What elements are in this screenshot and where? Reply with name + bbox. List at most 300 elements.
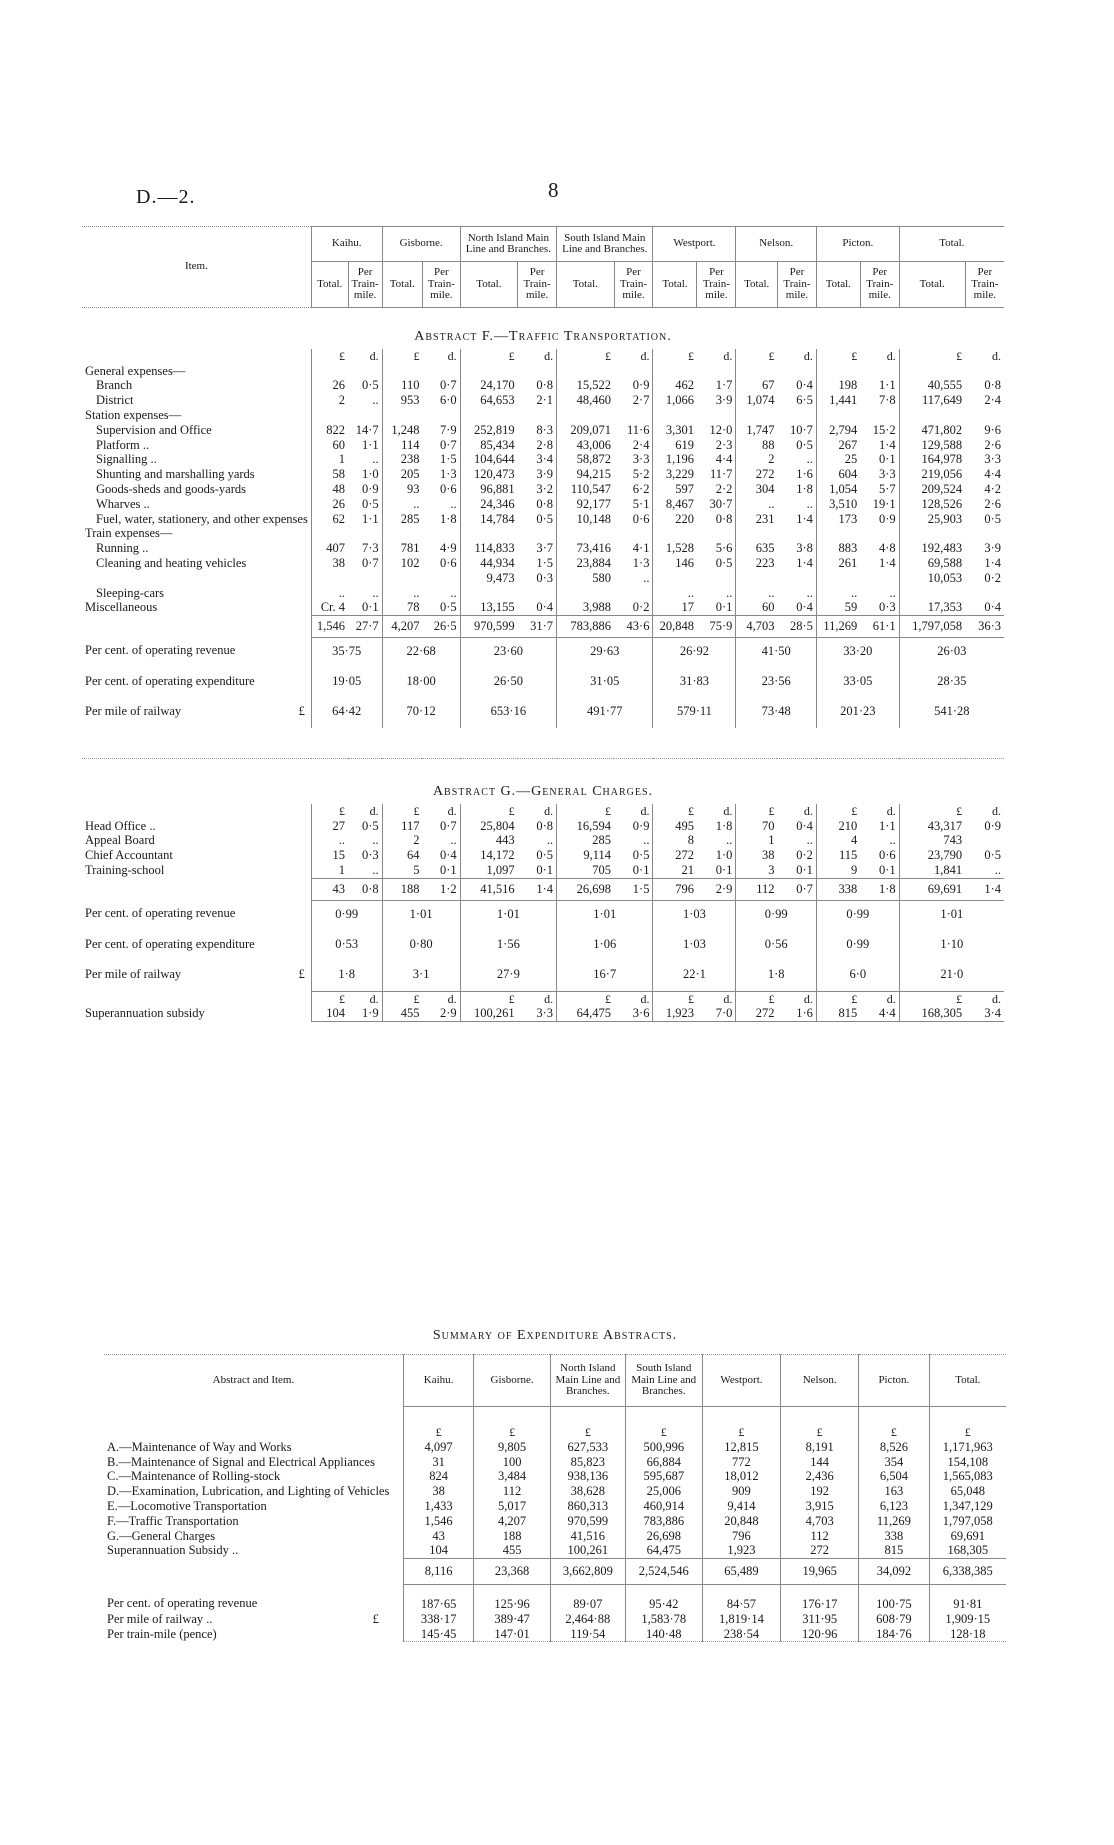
cell-value: ..: [382, 497, 422, 512]
cell-value: 104,644: [460, 452, 517, 467]
abstract-f-row-label: General expenses—: [85, 363, 186, 378]
summary-total-value: 2,524,546: [625, 1559, 702, 1585]
abstract-f-total: [82, 616, 1004, 638]
cell-value: 0·2: [984, 570, 1001, 585]
cell-value: 1·8: [440, 511, 457, 526]
unit-label: d.: [447, 803, 457, 818]
cell-value: 7·8: [879, 393, 896, 408]
summary-row: [104, 1543, 1006, 1558]
total-value: 188: [382, 878, 422, 900]
ratio-value: 70·12: [382, 698, 460, 728]
cell-value: [460, 586, 517, 601]
cell-value: 129,588: [899, 438, 965, 453]
summary-value: 12,815: [702, 1440, 780, 1455]
summary-value: 144: [781, 1455, 859, 1470]
total-value: 1·5: [614, 878, 653, 900]
abstract-f-row: [82, 423, 1004, 438]
cell-value: ..: [450, 585, 457, 600]
superannuation-value: 64,475: [557, 1006, 614, 1021]
unit-label: d.: [886, 803, 896, 818]
cell-value: 3,229: [653, 467, 697, 482]
ratio-label-text: Per cent. of operating expenditure: [85, 673, 255, 688]
cell-value: 3: [736, 863, 778, 878]
cell-value: 3,988: [557, 600, 614, 615]
summary-total-value: 23,368: [474, 1559, 551, 1585]
cell-value: 24,170: [460, 378, 517, 393]
ratio-label-text: Per cent. of operating expenditure: [85, 936, 255, 951]
summary-value: 104: [403, 1543, 473, 1558]
summary-col-header: Total.: [929, 1355, 1006, 1407]
unit-label: d.: [992, 803, 1001, 818]
cell-value: 6·5: [796, 393, 813, 408]
abstract-g-row-label: Head Office ..: [85, 818, 156, 833]
superannuation-label: Superannuation subsidy: [85, 1006, 205, 1021]
cell-value: 92,177: [557, 497, 614, 512]
cell-value: 3·3: [984, 452, 1001, 467]
summary-ratio-value: 95·42: [625, 1584, 702, 1611]
cell-value: [965, 586, 1004, 601]
unit-label: d.: [614, 991, 653, 1006]
unit-label: £: [550, 1407, 625, 1440]
cell-value: ..: [372, 585, 379, 600]
cell-value: ..: [643, 570, 650, 585]
superannuation-value: 3·6: [614, 1006, 653, 1021]
cell-value: 198: [816, 378, 860, 393]
cell-value: 0·1: [440, 862, 457, 877]
unit-label: d.: [369, 348, 379, 363]
cell-value: 1: [311, 863, 348, 878]
ratio-value: 21·0: [899, 961, 1004, 992]
cell-value: 285: [557, 833, 614, 848]
abstract-g-row: [82, 863, 1004, 878]
total-value: 0·7: [777, 878, 816, 900]
cell-value: 88: [736, 438, 778, 453]
cell-value: 0·4: [796, 600, 813, 615]
total-value: 4,703: [736, 616, 778, 638]
summary-ratio-value: 89·07: [550, 1584, 625, 1611]
col-total-header: Total.: [460, 262, 517, 308]
cell-value: 0·9: [632, 378, 650, 393]
abstract-g-row-label: Appeal Board: [85, 833, 155, 848]
summary-ratio-value: 140·48: [625, 1627, 702, 1642]
summary-row: [104, 1514, 1006, 1529]
summary-value: 595,687: [625, 1469, 702, 1484]
ratio-value: 31·83: [653, 668, 736, 698]
cell-value: [460, 526, 517, 541]
cell-value: 64: [382, 848, 422, 863]
unit-label: d.: [369, 803, 379, 818]
summary-value: 154,108: [929, 1455, 1006, 1470]
superannuation-value: 2·9: [422, 1006, 460, 1021]
ratio-value: 73·48: [736, 698, 817, 728]
cell-value: 93: [382, 482, 422, 497]
cell-value: 267: [816, 438, 860, 453]
summary-value: 38,628: [550, 1484, 625, 1499]
cell-value: 58,872: [557, 452, 614, 467]
cell-value: ..: [653, 586, 697, 601]
cell-value: 110,547: [557, 482, 614, 497]
cell-value: 3·8: [796, 541, 813, 556]
ratio-value: 579·11: [653, 698, 736, 728]
col-per-train-mile-header: Per Train-mile.: [518, 262, 557, 308]
cell-value: [557, 364, 614, 379]
cell-value: [816, 408, 860, 423]
cell-value: 5·7: [879, 481, 896, 496]
ratio-value: 0·99: [816, 931, 899, 961]
col-per-train-mile-header: Per Train-mile.: [697, 262, 736, 308]
cell-value: [816, 526, 860, 541]
cell-value: [348, 408, 382, 423]
cell-value: 3·7: [536, 541, 554, 556]
unit-label: d.: [723, 803, 733, 818]
unit-label: £: [625, 1407, 702, 1440]
unit-label: £: [736, 349, 778, 364]
cell-value: 0·8: [536, 496, 554, 511]
summary-value: 815: [859, 1543, 929, 1558]
ratio-value: 541·28: [899, 698, 1004, 728]
cell-value: 3,510: [816, 497, 860, 512]
superannuation-value: 455: [382, 1006, 422, 1021]
cell-value: [518, 526, 557, 541]
ratio-value: 201·23: [816, 698, 899, 728]
cell-value: 146: [653, 556, 697, 571]
cell-value: 2: [311, 393, 348, 408]
cell-value: 24,346: [460, 497, 517, 512]
summary-value: 1,923: [702, 1543, 780, 1558]
cell-value: 462: [653, 378, 697, 393]
cell-value: 0·2: [632, 600, 650, 615]
unit-label: £: [557, 991, 614, 1006]
cell-value: [697, 571, 736, 586]
unit-label: £: [899, 991, 965, 1006]
cell-value: 1·4: [879, 437, 896, 452]
unit-label: d.: [886, 348, 896, 363]
cell-value: 0·6: [440, 481, 457, 496]
cell-value: ..: [726, 833, 733, 848]
cell-value: 0·6: [440, 555, 457, 570]
ratio-value: 0·99: [816, 900, 899, 931]
cell-value: 164,978: [899, 452, 965, 467]
summary-value: 455: [474, 1543, 551, 1558]
cell-value: 0·1: [879, 862, 896, 877]
cell-value: 272: [736, 467, 778, 482]
cell-value: 1·5: [440, 452, 457, 467]
cell-value: 1·5: [536, 555, 554, 570]
summary-value: 6,504: [859, 1469, 929, 1484]
unit-label: £: [382, 991, 422, 1006]
total-value: 36·3: [965, 616, 1004, 638]
cell-value: [311, 571, 348, 586]
superannuation-value: 1·6: [777, 1006, 816, 1021]
cell-value: [777, 526, 816, 541]
abstract-f-row: [82, 452, 1004, 467]
unit-label: £: [653, 804, 697, 819]
cell-value: 70: [736, 819, 778, 834]
cell-value: 9,114: [557, 848, 614, 863]
cell-value: 120,473: [460, 467, 517, 482]
summary-value: 43: [403, 1529, 473, 1544]
cell-value: [518, 586, 557, 601]
cell-value: 85,434: [460, 438, 517, 453]
cell-value: [348, 364, 382, 379]
cell-value: ..: [450, 496, 457, 511]
ratio-value: 1·01: [899, 900, 1004, 931]
summary-row-label: B.—Maintenance of Signal and Electrical Appliances: [107, 1454, 375, 1469]
abstract-f-row-label: Goods-sheds and goods-yards: [96, 481, 246, 496]
summary-ratio-value: 119·54: [550, 1627, 625, 1642]
spacer-cell: [82, 728, 1004, 759]
ratio-value: 31·05: [557, 668, 653, 698]
cell-value: 1·0: [361, 467, 379, 482]
summary-ratio-value: 125·96: [474, 1584, 551, 1611]
cell-value: 4·9: [440, 541, 457, 556]
cell-value: 12·0: [709, 422, 733, 437]
summary-value: 8,191: [781, 1440, 859, 1455]
cell-value: [965, 364, 1004, 379]
cell-value: 38: [736, 848, 778, 863]
total-value: 970,599: [460, 616, 517, 638]
cell-value: [899, 526, 965, 541]
abstract-f-ratio-label: [82, 698, 311, 728]
cell-value: 619: [653, 438, 697, 453]
summary-ratio-value: 187·65: [403, 1584, 473, 1611]
summary-ratio-value: 389·47: [474, 1612, 551, 1627]
summary-row-label: C.—Maintenance of Rolling-stock: [107, 1469, 281, 1484]
unit-label: £: [816, 349, 860, 364]
ratio-label-text: Per cent. of operating revenue: [85, 906, 236, 921]
cell-value: 4·1: [632, 541, 650, 556]
summary-ratio-value: 338·17: [403, 1612, 473, 1627]
abstract-f-total-spacer: [82, 616, 311, 638]
total-value: 112: [736, 878, 778, 900]
cell-value: [816, 364, 860, 379]
cell-value: [860, 526, 899, 541]
summary-total-value: 8,116: [403, 1559, 473, 1585]
cell-value: 0·9: [361, 481, 379, 496]
summary-value: 1,347,129: [929, 1499, 1006, 1514]
unit-label: d.: [860, 991, 899, 1006]
abstract-f-row: [82, 526, 1004, 541]
cell-value: 60: [311, 438, 348, 453]
unit-label: d.: [723, 348, 733, 363]
cell-value: 2,794: [816, 423, 860, 438]
col-per-train-mile-header: Per Train-mile.: [860, 262, 899, 308]
summary-ratio-value: 128·18: [929, 1627, 1006, 1642]
abstract-f-row-label: Shunting and marshalling yards: [96, 467, 255, 482]
summary-value: 1,565,083: [929, 1469, 1006, 1484]
cell-value: 219,056: [899, 467, 965, 482]
cell-value: 69,588: [899, 556, 965, 571]
unit-label: £: [929, 1407, 1006, 1440]
abstract-f-row-label: Train expenses—: [85, 526, 173, 541]
total-value: 28·5: [777, 616, 816, 638]
summary-value: 4,207: [474, 1514, 551, 1529]
cell-value: 597: [653, 482, 697, 497]
cell-value: 0·5: [361, 378, 379, 393]
col-group-north-island: North Island Main Line and Branches.: [460, 227, 556, 262]
summary-row: [104, 1499, 1006, 1514]
cell-value: 743: [899, 833, 965, 848]
cell-value: 0·6: [632, 511, 650, 526]
summary-total-value: 3,662,809: [550, 1559, 625, 1585]
total-value: 4,207: [382, 616, 422, 638]
summary-ratio-text: Per mile of railway ..: [107, 1611, 213, 1626]
abstract-f-ratio-row: [82, 668, 1004, 698]
abstract-g-title: Abstract G.—General Charges.: [432, 783, 654, 799]
cell-value: 1,054: [816, 482, 860, 497]
superannuation-value: 7·0: [697, 1006, 736, 1021]
cell-value: 11·6: [627, 422, 650, 437]
summary-row-label: G.—General Charges: [107, 1528, 216, 1543]
cell-value: 4·4: [984, 467, 1001, 482]
abstract-g-ratio-row: [82, 900, 1004, 931]
cell-value: 1,747: [736, 423, 778, 438]
summary-value: 9,805: [474, 1440, 551, 1455]
abstract-f-row-label: Station expenses—: [85, 407, 182, 422]
ratio-value: 19·05: [311, 668, 382, 698]
cell-value: [518, 408, 557, 423]
summary-ratio-value: 120·96: [781, 1627, 859, 1642]
cell-value: 9,473: [460, 571, 517, 586]
ratio-value: 491·77: [557, 698, 653, 728]
cell-value: 0·1: [536, 862, 554, 877]
cell-value: [460, 408, 517, 423]
col-total-header: Total.: [311, 262, 348, 308]
cell-value: [311, 526, 348, 541]
summary-value: 11,269: [859, 1514, 929, 1529]
cell-value: 0·9: [632, 818, 650, 833]
summary-total-spacer: [104, 1559, 403, 1585]
cell-value: 0·4: [796, 378, 813, 393]
cell-value: [460, 364, 517, 379]
summary-row: [104, 1469, 1006, 1484]
cell-value: ..: [643, 833, 650, 848]
ratio-value: 0·56: [736, 931, 817, 961]
abstract-g-ratio-row: [82, 931, 1004, 961]
summary-value: 824: [403, 1469, 473, 1484]
summary-value: 970,599: [550, 1514, 625, 1529]
cell-value: 40,555: [899, 378, 965, 393]
unit-label: £: [403, 1407, 473, 1440]
abstract-f-ratio-label: [82, 637, 311, 668]
unit-label: d.: [803, 348, 813, 363]
summary-value: 460,914: [625, 1499, 702, 1514]
cell-value: [736, 571, 778, 586]
cell-value: 0·5: [984, 848, 1001, 863]
cell-value: [736, 526, 778, 541]
superannuation-value: 4·4: [860, 1006, 899, 1021]
total-value: 0·8: [348, 878, 382, 900]
cell-value: 3·3: [879, 467, 896, 482]
col-total-header: Total.: [653, 262, 697, 308]
unit-label: d.: [697, 991, 736, 1006]
ratio-value: 0·99: [311, 900, 382, 931]
cell-value: [965, 408, 1004, 423]
total-value: 1·8: [860, 878, 899, 900]
cell-value: 2·4: [984, 393, 1001, 408]
cell-value: [422, 526, 460, 541]
cell-value: 3·9: [715, 393, 733, 408]
summary-value: 796: [702, 1529, 780, 1544]
cell-value: 0·7: [440, 437, 457, 452]
cell-value: 0·9: [879, 511, 896, 526]
unit-label: d.: [992, 348, 1001, 363]
ratio-value: 26·92: [653, 637, 736, 668]
cell-value: 4·2: [984, 481, 1001, 496]
cell-value: ..: [806, 496, 813, 511]
cell-value: 0·4: [796, 818, 813, 833]
cell-value: 0·8: [536, 818, 554, 833]
cell-value: 1: [311, 452, 348, 467]
total-value: 1,797,058: [899, 616, 965, 638]
cell-value: 3·9: [536, 467, 554, 482]
unit-label: £: [653, 349, 697, 364]
summary-value: 192: [781, 1484, 859, 1499]
cell-value: 3·4: [536, 452, 554, 467]
cell-value: 1,196: [653, 452, 697, 467]
cell-value: [348, 571, 382, 586]
ratio-value: 1·03: [653, 900, 736, 931]
summary-table: [104, 1314, 1006, 1642]
unit-label: £: [460, 991, 517, 1006]
summary-col-header: North Island Main Line and Branches.: [550, 1355, 625, 1407]
cell-value: [382, 526, 422, 541]
cell-value: 1,097: [460, 863, 517, 878]
summary-value: 100: [474, 1455, 551, 1470]
cell-value: 3·9: [984, 541, 1001, 556]
cell-value: [382, 571, 422, 586]
cell-value: 0·5: [536, 511, 554, 526]
unit-label: £: [781, 1407, 859, 1440]
total-value: 796: [653, 878, 697, 900]
cell-value: 822: [311, 423, 348, 438]
summary-row: [104, 1484, 1006, 1499]
cell-value: 14,784: [460, 512, 517, 527]
summary-value: 783,886: [625, 1514, 702, 1529]
summary-ratio-value: 1,819·14: [702, 1612, 780, 1627]
cell-value: 0·5: [796, 437, 813, 452]
abstract-g-ratio-label: [82, 961, 311, 992]
summary-ratio-row: [104, 1627, 1006, 1642]
ratio-value: 0·53: [311, 931, 382, 961]
cell-value: 0·1: [361, 600, 379, 615]
unit-label: £: [816, 991, 860, 1006]
abstract-f-ratio-row: [82, 698, 1004, 728]
abstract-f-row: [82, 482, 1004, 497]
cell-value: 21: [653, 863, 697, 878]
ratio-value: 1·01: [382, 900, 460, 931]
cell-value: 1·4: [984, 555, 1001, 570]
summary-value: 272: [781, 1543, 859, 1558]
cell-value: 220: [653, 512, 697, 527]
cell-value: 261: [816, 556, 860, 571]
cell-value: ..: [450, 833, 457, 848]
summary-ratio-label: [104, 1584, 403, 1611]
ratio-value: 1·8: [311, 961, 382, 992]
cell-value: 102: [382, 556, 422, 571]
unit-label: £: [382, 349, 422, 364]
abstract-f-row-label: Miscellaneous: [85, 600, 158, 615]
cell-value: 3·3: [632, 452, 650, 467]
unit-label: d.: [348, 991, 382, 1006]
ratio-value: 23·60: [460, 637, 556, 668]
cell-value: 15,522: [557, 378, 614, 393]
summary-item-header: Abstract and Item.: [212, 1374, 295, 1386]
cell-value: 2·6: [984, 437, 1001, 452]
cell-value: 26: [311, 497, 348, 512]
summary-value: 163: [859, 1484, 929, 1499]
unit-label: £: [653, 991, 697, 1006]
